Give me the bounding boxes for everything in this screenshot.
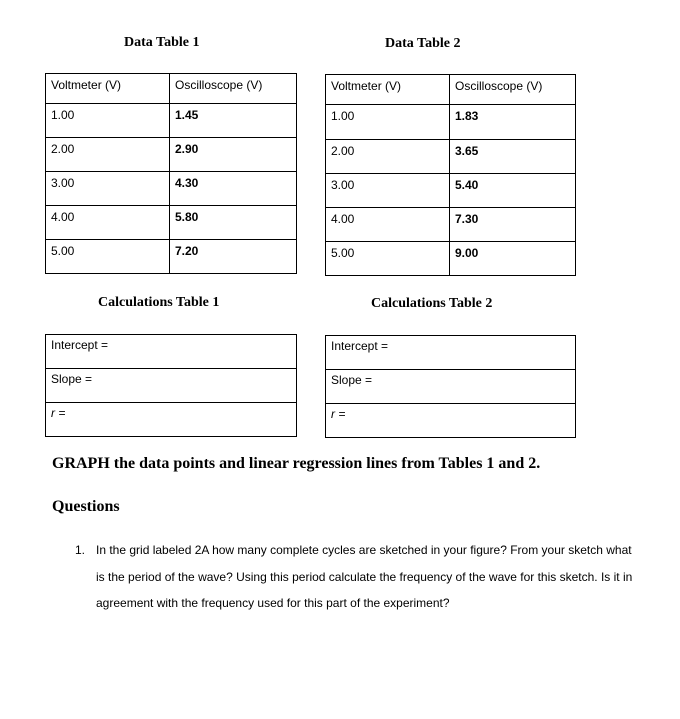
table-cell: 3.00: [326, 174, 450, 208]
table-cell: 4.00: [46, 206, 170, 240]
data-table-1-title: Data Table 1: [124, 35, 200, 50]
table-cell: 9.00: [450, 242, 576, 276]
calc-table-1: [45, 334, 297, 437]
data-table-2: [325, 74, 576, 276]
table-cell: 4.00: [326, 208, 450, 242]
table-cell: 1.83: [450, 105, 576, 140]
table-cell: 5.80: [170, 206, 297, 240]
calc-row-r[interactable]: r =: [46, 403, 297, 437]
data-table-1: [45, 73, 297, 274]
question-number: 1.: [75, 543, 86, 557]
table-cell: 4.30: [170, 172, 297, 206]
table-cell: 5.00: [46, 240, 170, 274]
table-cell: 3.00: [46, 172, 170, 206]
calc-table-2-title: Calculations Table 2: [371, 296, 493, 311]
table-header: Oscilloscope (V): [450, 75, 576, 105]
table-cell: 1.45: [170, 104, 297, 138]
data-table-2-title: Data Table 2: [385, 36, 461, 51]
table-cell: 1.00: [46, 104, 170, 138]
table-header: Oscilloscope (V): [170, 74, 297, 104]
table-cell: 2.90: [170, 138, 297, 172]
table-cell: 7.30: [450, 208, 576, 242]
table-cell: 5.40: [450, 174, 576, 208]
table-cell: 5.00: [326, 242, 450, 276]
table-cell: 3.65: [450, 140, 576, 174]
table-cell: 1.00: [326, 105, 450, 140]
calc-row-intercept[interactable]: Intercept =: [46, 335, 297, 369]
calc-table-2: [325, 335, 576, 438]
calc-row-slope[interactable]: Slope =: [46, 369, 297, 403]
calc-table-1-title: Calculations Table 1: [98, 295, 220, 310]
table-cell: 7.20: [170, 240, 297, 274]
question-text: In the grid labeled 2A how many complete cycles are sketched in your figure? From your sketch what is the period of the wave? Using this period calculate the frequency of the wave for this sketch. Is it in agreement with the frequency used for this part of the experiment?: [96, 543, 633, 610]
calc-row-r[interactable]: r =: [326, 404, 576, 438]
questions-heading: Questions: [52, 498, 120, 515]
table-header: Voltmeter (V): [46, 74, 170, 104]
calc-row-intercept[interactable]: Intercept =: [326, 336, 576, 370]
calc-row-slope[interactable]: Slope =: [326, 370, 576, 404]
table-header: Voltmeter (V): [326, 75, 450, 105]
table-cell: 2.00: [46, 138, 170, 172]
graph-instruction: GRAPH the data points and linear regression lines from Tables 1 and 2.: [52, 455, 541, 472]
table-cell: 2.00: [326, 140, 450, 174]
